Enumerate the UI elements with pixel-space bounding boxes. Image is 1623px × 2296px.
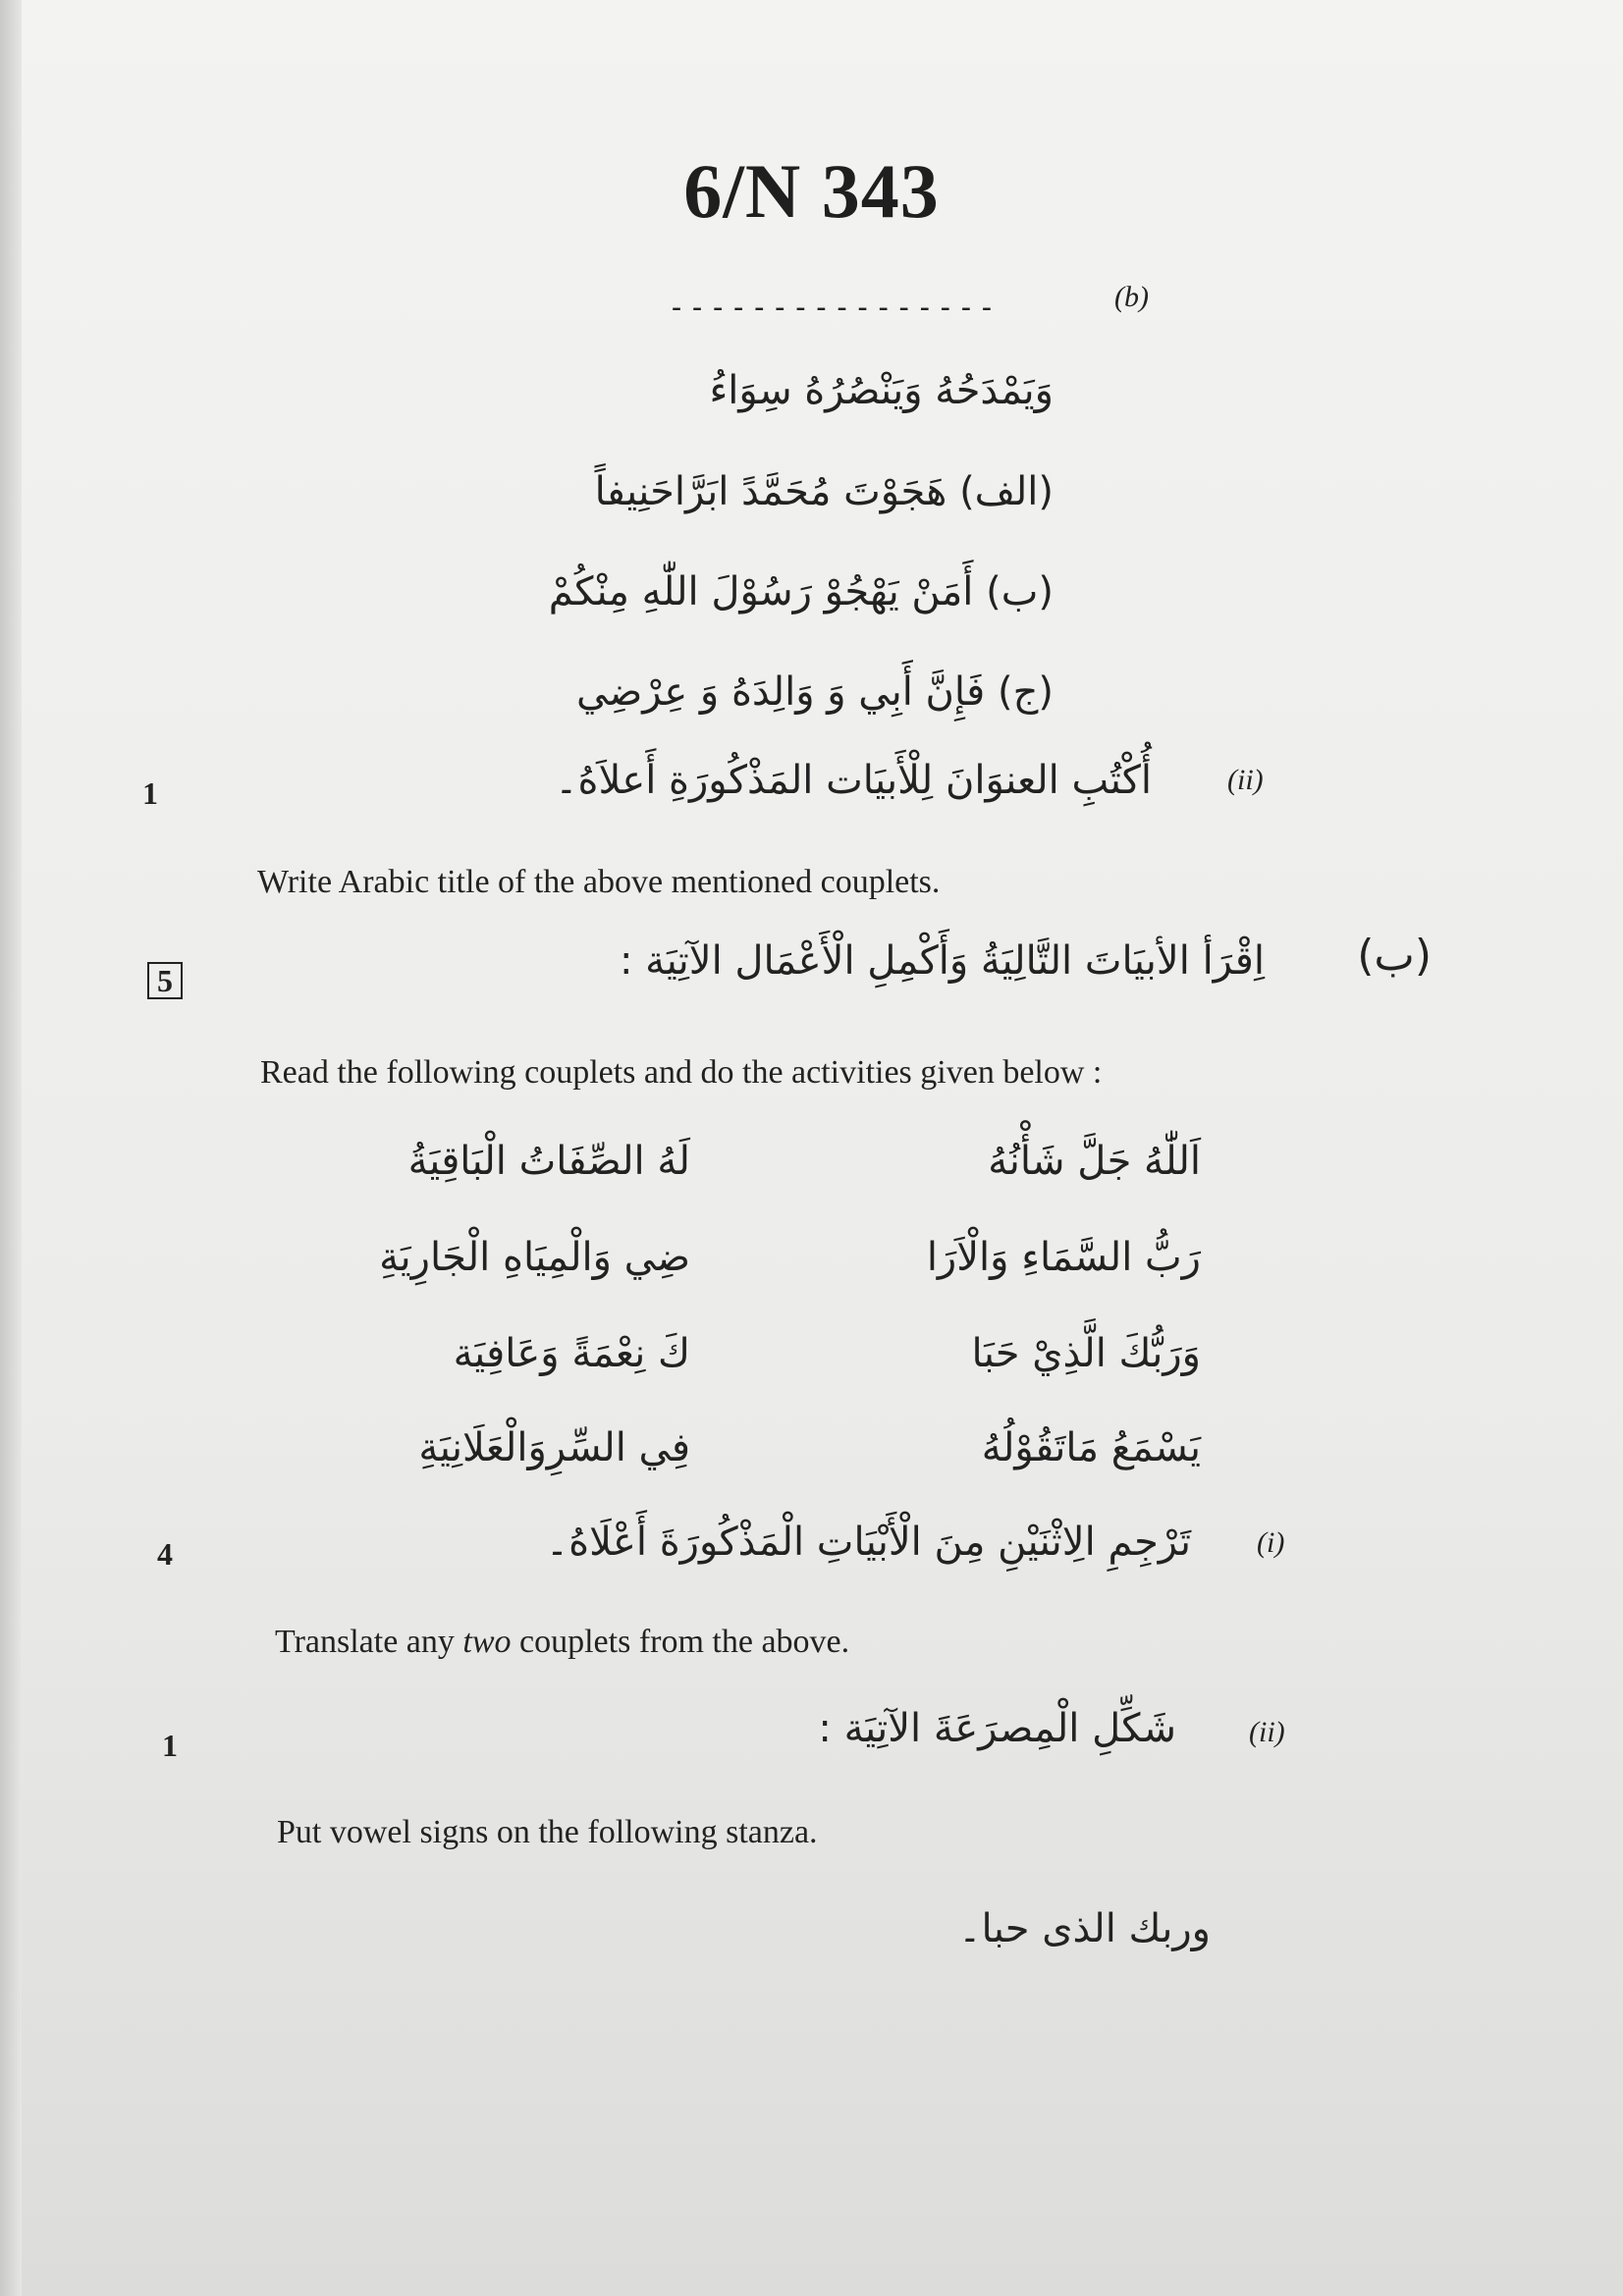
- couplet-3-left: كَ نِعْمَةً وَعَافِيَة: [453, 1331, 690, 1376]
- question-i-english-em: two: [462, 1624, 512, 1660]
- option-ba: (ب) أَمَنْ يَهْجُوْ رَسُوْلَ اللّٰهِ مِنْكُمْ: [548, 569, 1054, 614]
- sub-question-label-ii-b: (ii): [1249, 1716, 1285, 1748]
- marks-box: 5: [147, 962, 183, 999]
- sub-question-label-b: (b): [1114, 281, 1149, 313]
- question-i-arabic: تَرْجِمِ الِاثْنَيْنِ مِنَ الْأَبْيَاتِ الْمَذْكُورَةَ أَعْلَاهُ۔: [545, 1520, 1191, 1565]
- marks-question-ba: [147, 962, 183, 999]
- marks-ii: 1: [162, 1728, 178, 1763]
- question-ii-vowel-english: Put vowel signs on the following stanza.: [277, 1814, 818, 1850]
- question-ba-english: Read the following couplets and do the activities given below :: [260, 1054, 1103, 1091]
- question-ba-label: (ب): [1357, 931, 1432, 981]
- paper-code: 6/N 343: [683, 148, 940, 234]
- option-alif: (الف) هَجَوْتَ مُحَمَّدً ابَرَّاحَنِيفاً: [594, 469, 1054, 514]
- fill-blank-line: ----------------: [668, 291, 999, 325]
- couplet-3-right: وَرَبُّكَ الَّذِيْ حَبَا: [971, 1331, 1201, 1376]
- question-ii-english: Write Arabic title of the above mentioned couplets.: [257, 864, 941, 900]
- sub-question-label-i: (i): [1257, 1526, 1285, 1559]
- question-ii-vowel-arabic: شَكِّلِ الْمِصرَعَةَ الآتِيَة :: [818, 1706, 1176, 1751]
- couplet-4-left: فِي السِّرِوَالْعَلَانِيَةِ: [418, 1425, 690, 1470]
- couplet-4-right: يَسْمَعُ مَاتَقُوْلُهُ: [981, 1425, 1201, 1470]
- question-i-english-post: couplets from the above.: [511, 1624, 850, 1660]
- marks-i: 4: [157, 1536, 173, 1572]
- couplet-2-right: رَبُّ السَّمَاءِ وَالْاَرَا: [926, 1235, 1201, 1280]
- couplet-1-right: اَللّٰهُ جَلَّ شَأْنُهُ: [988, 1139, 1201, 1184]
- question-i-english-pre: Translate any: [275, 1624, 463, 1660]
- option-jim: (ج) فَإِنَّ أَبِي وَ وَالِدَهُ وَ عِرْضِي: [575, 669, 1054, 715]
- couplet-1-left: لَهُ الصِّفَاتُ الْبَاقِيَةُ: [407, 1139, 690, 1184]
- verse-line: وَيَمْدَحُهُ وَيَنْصُرُهُ سِوَاءُ: [709, 368, 1054, 413]
- question-ii-arabic: أُكْتُبِ العنوَانَ لِلْأَبيَات المَذْكُورَةِ أَعلاَهُ۔: [555, 758, 1152, 803]
- couplet-2-left: ضِي وَالْمِيَاهِ الْجَارِيَةِ: [379, 1235, 690, 1280]
- page-edge-shadow: [0, 0, 22, 2296]
- sub-question-label-ii: (ii): [1227, 764, 1264, 796]
- marks-ii-b: 1: [142, 775, 158, 811]
- question-i-english: [275, 1624, 849, 1661]
- question-ba-arabic: اِقْرَأ الأبيَاتَ التَّالِيَةُ وَأَكْمِلِ الْأَعْمَال الآتِيَة :: [619, 938, 1265, 984]
- stanza: وربك الذى حبا۔: [958, 1906, 1211, 1951]
